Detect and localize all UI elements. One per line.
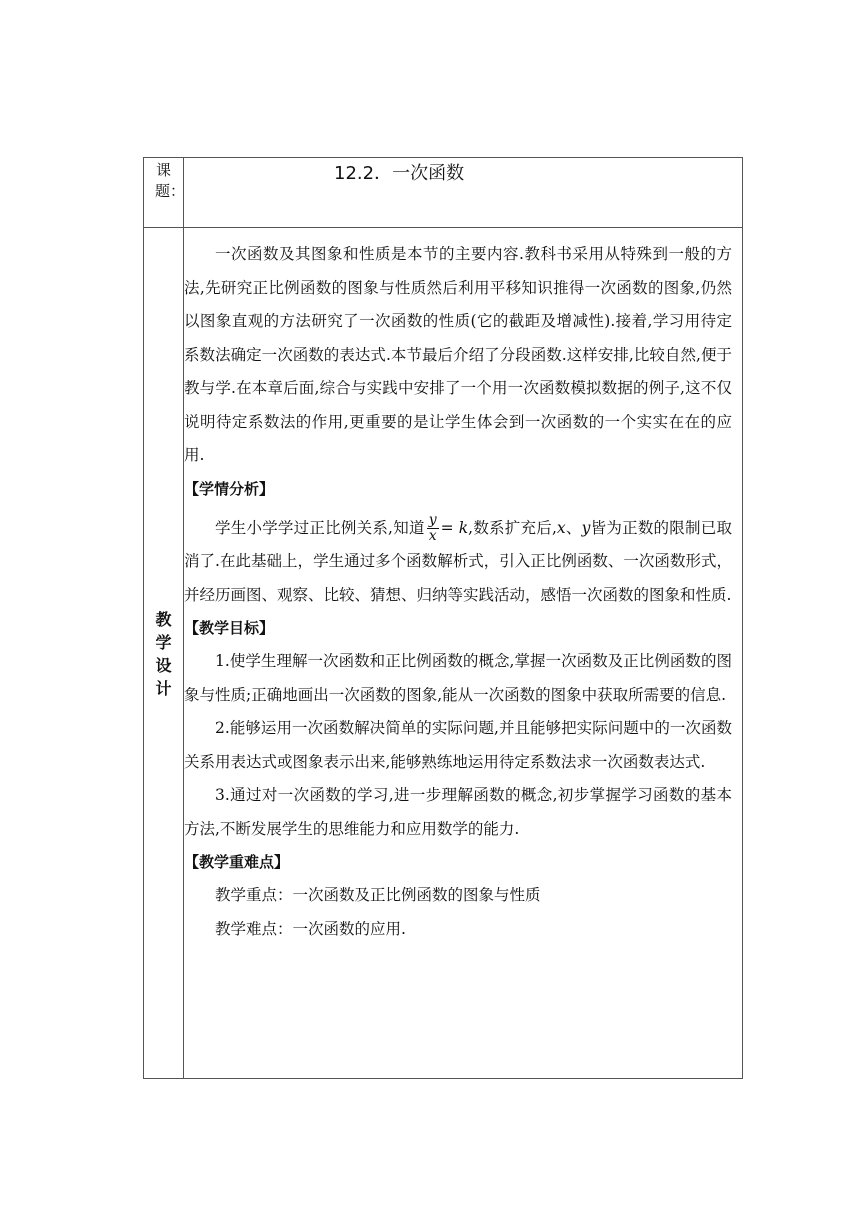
topic-label: 课题： <box>155 161 186 200</box>
intro-paragraph: 一次函数及其图象和性质是本节的主要内容.教科书采用从特殊到一般的方法,先研究正比例函数的图象与性质然后利用平移知识推得一次函数的图象,仍然以图象直观的方法研究了一次函数的性质(它的截距及增减性).接着,学习用待定系数法确定一次函数的表达式.本节最后介绍了分段函数.这样安排,比较自然,便于教与学.在本章后面,综合与实践中安排了一个用一次函数模拟数据的例子,这不仅说明待定系数法的作用,更重要的是让学生体会到一次函数的一个实实在在的应用. <box>184 245 732 464</box>
ratio-fraction: $\frac{y}{x}$ <box>428 512 437 544</box>
lesson-title: 12.2．一次函数 <box>334 163 465 184</box>
goal-item: 3.通过对一次函数的学习,进一步理解函数的概念,初步掌握学习函数的基本方法,不断发展学生的思维能力和应用数学的能力. <box>184 786 732 838</box>
keypoints-heading: 【教学重难点】 <box>184 853 290 871</box>
analysis-paragraph: 学生小学学过正比例关系,知道 $\frac{y}{x}$ = k,数系扩充后,x、y皆为正数的限制已取消了.在此基础上，学生通过多个函数解析式，引入正比例函数、一次函数形式，并经历画图、观察、比较、猜想、归纳等实践活动，感悟一次函数的图象和性质. <box>184 512 732 604</box>
row-divider <box>144 227 742 228</box>
teaching-difficulty: 教学难点：一次函数的应用. <box>215 919 406 938</box>
teaching-focus: 教学重点：一次函数及正比例函数的图象与性质 <box>215 886 541 904</box>
lesson-table <box>143 157 743 1079</box>
design-label: 教学设计 <box>155 610 172 698</box>
goal-item: 1.使学生理解一次函数和正比例函数的概念,掌握一次函数及正比例函数的图象与性质;正确地画出一次函数的图象,能从一次函数的图象中获取所需要的信息. <box>184 652 732 704</box>
goal-item: 2.能够运用一次函数解决简单的实际问题,并且能够把实际问题中的一次函数关系用表达式或图象表示出来,能够熟练地运用待定系数法求一次函数表达式. <box>184 719 732 771</box>
analysis-heading: 【学情分析】 <box>184 479 275 498</box>
design-content <box>184 238 732 946</box>
goals-heading: 【教学目标】 <box>184 619 275 637</box>
